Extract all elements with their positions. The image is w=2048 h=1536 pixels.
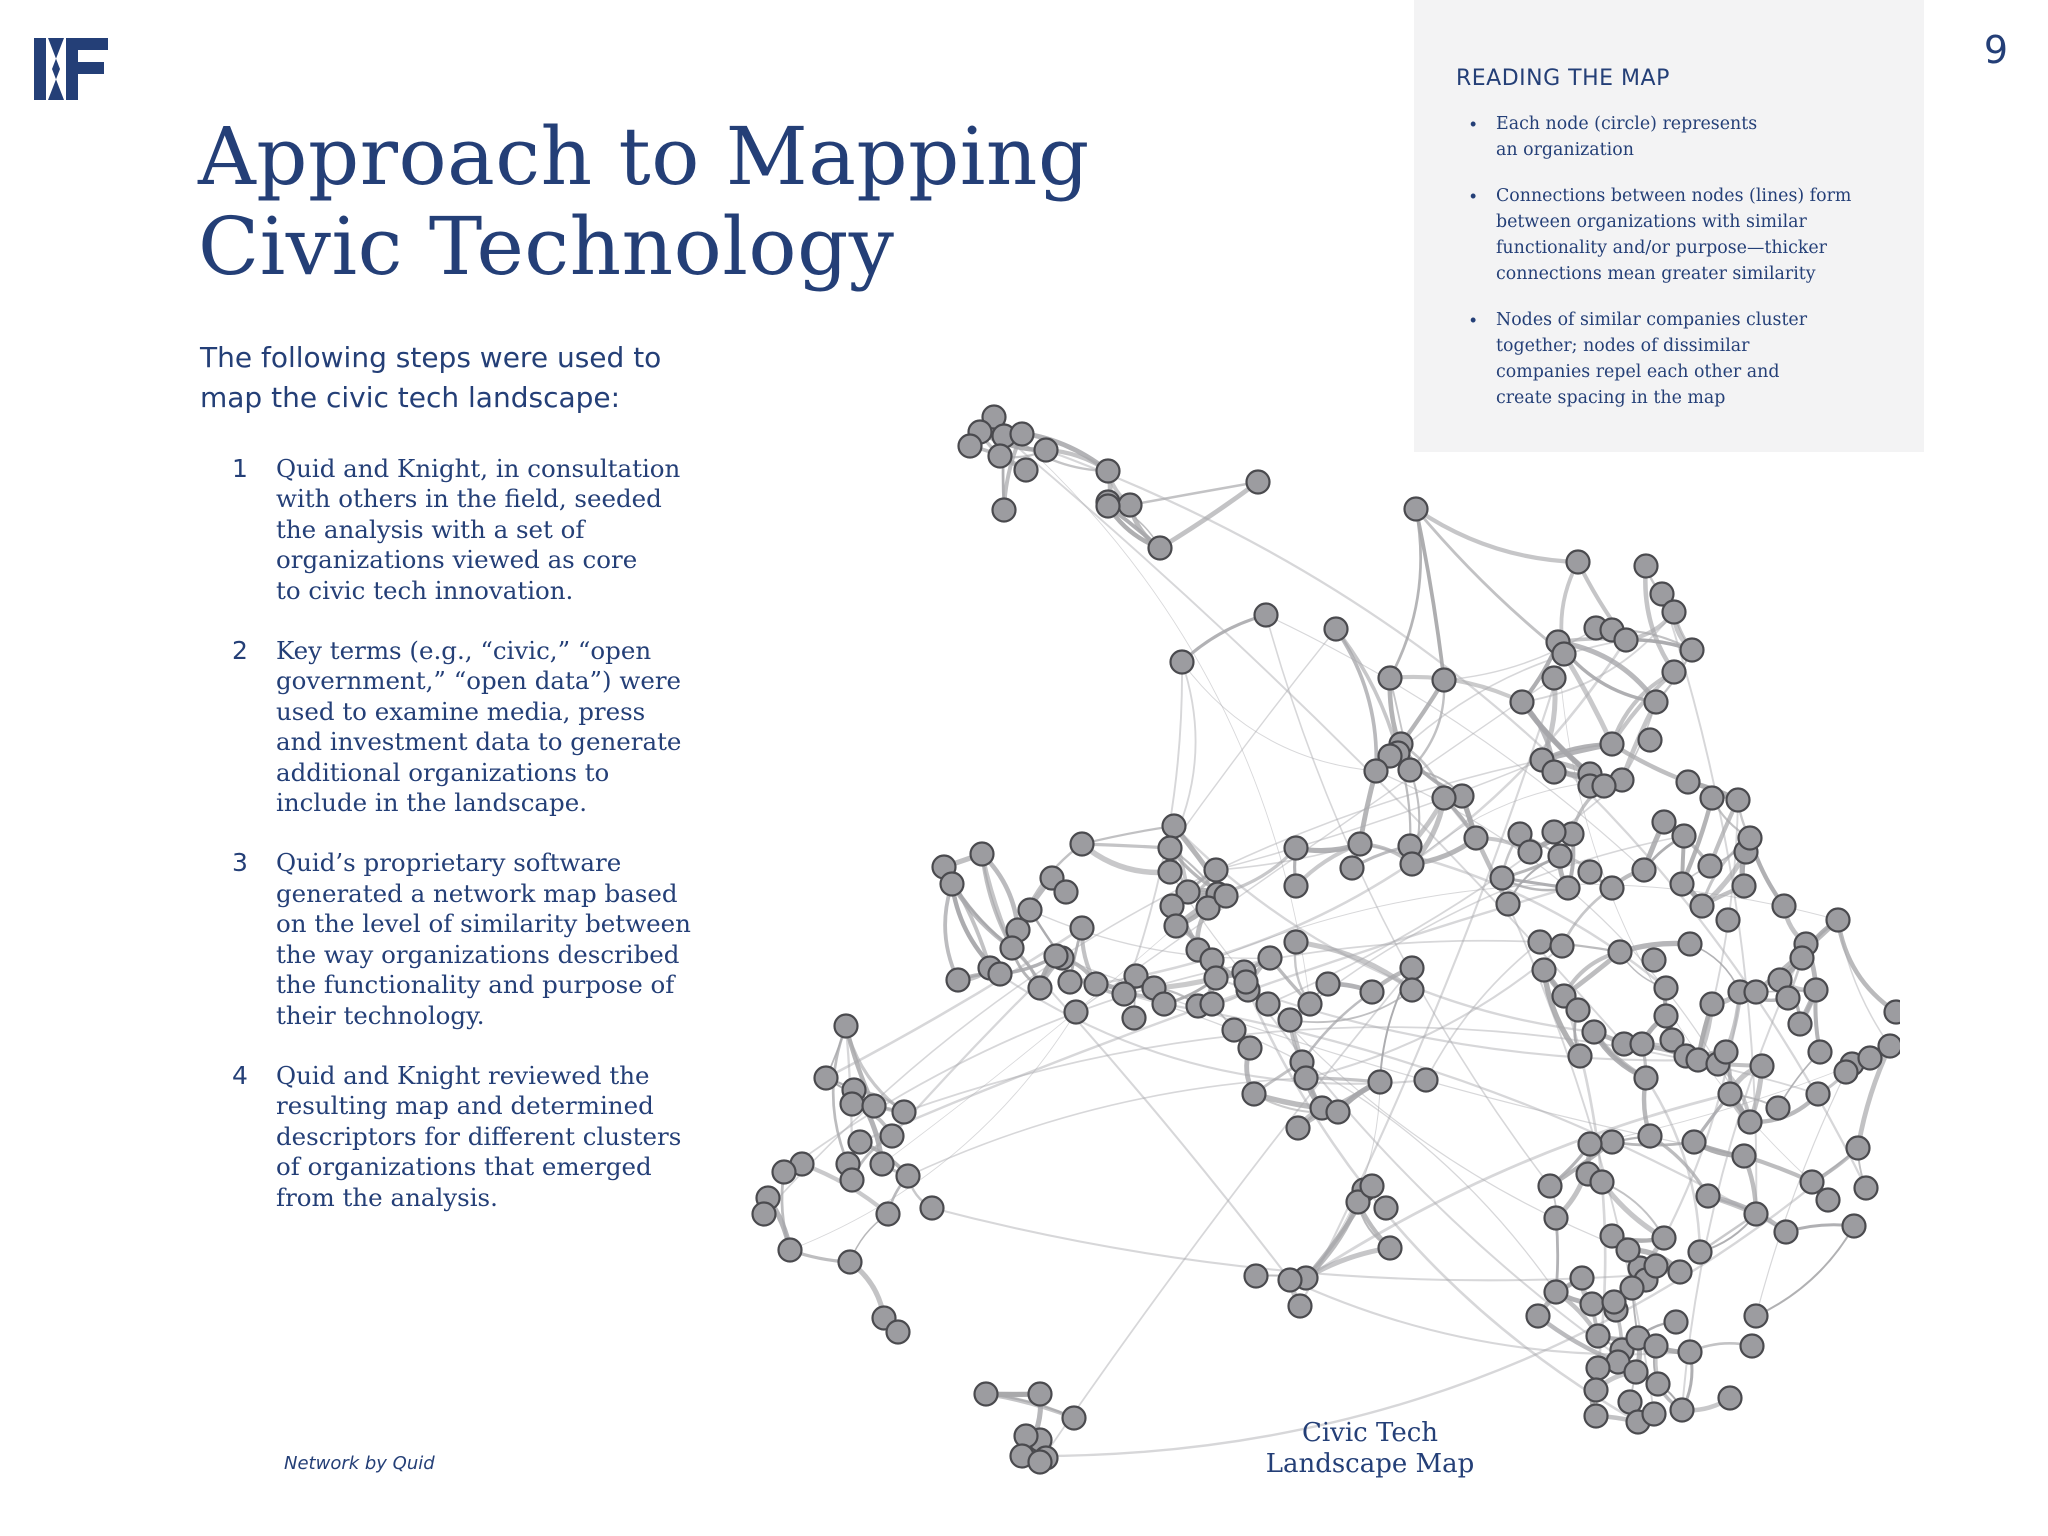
step-number: 3 [232, 848, 248, 878]
network-node [863, 1095, 886, 1118]
network-node [1585, 1379, 1608, 1402]
network-node [1433, 787, 1456, 810]
step-line: generated a network map based [276, 878, 678, 908]
network-node [1855, 1177, 1878, 1200]
legend-item [1456, 111, 1890, 163]
legend-line: • Connections between nodes (lines) form [1496, 186, 1852, 206]
network-edge [1182, 662, 1376, 771]
step-line: Quid and Knight reviewed the [276, 1060, 650, 1090]
network-node [1361, 1175, 1384, 1198]
network-node [1717, 909, 1740, 932]
network-node [1615, 629, 1638, 652]
network-node [1011, 423, 1034, 446]
network-node [1653, 811, 1676, 834]
network-node [1165, 915, 1188, 938]
network-node [1673, 825, 1696, 848]
network-node [1029, 977, 1052, 1000]
network-node [1633, 859, 1656, 882]
title-line: Approach to Mapping [198, 110, 1090, 203]
network-node [1119, 494, 1142, 517]
network-node [1539, 1175, 1562, 1198]
network-node [1587, 1325, 1610, 1348]
network-node [1401, 979, 1424, 1002]
network-node [1567, 551, 1590, 574]
legend-text [1496, 307, 1890, 411]
network-node [1519, 841, 1542, 864]
network-node [1491, 867, 1514, 890]
intro-text [200, 338, 760, 418]
step-item [226, 1061, 746, 1213]
network-node [1123, 1007, 1146, 1030]
network-edges [764, 417, 1896, 1462]
network-node [1327, 1101, 1350, 1124]
network-node [1239, 1037, 1262, 1060]
network-node [1635, 555, 1658, 578]
network-node [1295, 1067, 1318, 1090]
network-node [1289, 1295, 1312, 1318]
page-title [198, 112, 1098, 292]
network-node [1059, 971, 1082, 994]
network-node [1401, 957, 1424, 980]
network-node [1773, 895, 1796, 918]
network-node [1399, 759, 1422, 782]
network-node [1529, 931, 1552, 954]
network-node [1029, 1451, 1052, 1474]
legend-line: between organizations with similar [1496, 212, 1807, 232]
network-node [1843, 1215, 1866, 1238]
network-node [1557, 877, 1580, 900]
step-line: additional organizations to [276, 757, 610, 787]
step-line: and investment data to generate [276, 727, 682, 757]
network-node [975, 1383, 998, 1406]
network-node [1341, 857, 1364, 880]
network-node [1645, 1255, 1668, 1278]
legend-line: together; nodes of dissimilar [1496, 336, 1750, 356]
network-node [1587, 1357, 1610, 1380]
step-text [276, 848, 746, 1030]
page-number: 9 [1983, 28, 2008, 72]
network-node [1579, 861, 1602, 884]
network-node [1153, 993, 1176, 1016]
network-node [1285, 837, 1308, 860]
network-node [1665, 1311, 1688, 1334]
network-node [1739, 1111, 1762, 1134]
network-node [921, 1197, 944, 1220]
network-node [1255, 604, 1278, 627]
network-node [1161, 895, 1184, 918]
step-line: Quid and Knight, in consultation [276, 454, 681, 483]
network-node [839, 1251, 862, 1274]
network-node [1201, 993, 1224, 1016]
step-line: on the level of similarity between [276, 909, 691, 939]
legend-line: an organization [1496, 140, 1634, 160]
network-node [1205, 967, 1228, 990]
network-node [1827, 909, 1850, 932]
step-text [276, 1061, 746, 1213]
network-node [1279, 1269, 1302, 1292]
network-node [1625, 1361, 1648, 1384]
reading-the-map-panel [1414, 0, 1924, 452]
step-number: 2 [232, 636, 248, 666]
network-node [1543, 667, 1566, 690]
network-node [897, 1165, 920, 1188]
step-line: the functionality and purpose of [276, 970, 675, 1000]
network-node [1653, 1227, 1676, 1250]
network-node [1719, 1387, 1742, 1410]
network-node [877, 1203, 900, 1226]
network-node [1699, 855, 1722, 878]
legend-line: create spacing in the map [1496, 388, 1726, 408]
step-text [276, 636, 746, 818]
network-node [1045, 945, 1068, 968]
network-node [1553, 643, 1576, 666]
network-node [1689, 1241, 1712, 1264]
network-node [835, 1015, 858, 1038]
legend-item [1456, 307, 1890, 411]
network-node [1683, 1131, 1706, 1154]
network-node [1245, 1265, 1268, 1288]
network-node [1433, 669, 1456, 692]
network-node [1655, 1005, 1678, 1028]
step-line: resulting map and determined [276, 1091, 654, 1121]
network-node [1375, 1197, 1398, 1220]
network-node [1247, 471, 1270, 494]
network-node [1751, 1055, 1774, 1078]
network-node [989, 963, 1012, 986]
network-edge [1838, 920, 1896, 1012]
network-node [1807, 1083, 1830, 1106]
network-node [1745, 1305, 1768, 1328]
legend-title: READING THE MAP [1456, 66, 1670, 91]
network-node [1243, 1083, 1266, 1106]
network-node [1745, 1203, 1768, 1226]
network-node [1551, 935, 1574, 958]
network-node [1645, 1335, 1668, 1358]
network-node [1205, 859, 1228, 882]
network-node [1285, 931, 1308, 954]
network-node [1571, 1267, 1594, 1290]
network-node [773, 1161, 796, 1184]
network-node [1465, 827, 1488, 850]
network-node [941, 873, 964, 896]
network-node [871, 1153, 894, 1176]
network-node [1679, 1341, 1702, 1364]
intro-line: map the civic tech landscape: [200, 381, 621, 414]
step-line: with others in the field, seeded [276, 484, 662, 514]
network-node [1511, 691, 1534, 714]
network-node [779, 1239, 802, 1262]
network-node [1171, 651, 1194, 674]
step-line: Quid’s proprietary software [276, 848, 622, 878]
step-line: their technology. [276, 1000, 485, 1030]
network-node [1681, 639, 1704, 662]
network-node [1585, 1405, 1608, 1428]
step-line: descriptors for different clusters [276, 1121, 682, 1151]
step-line: of organizations that emerged [276, 1152, 652, 1182]
network-node [1591, 1171, 1614, 1194]
network-node [1655, 977, 1678, 1000]
network-node [1163, 815, 1186, 838]
network-node [1257, 993, 1280, 1016]
network-node [1055, 881, 1078, 904]
network-node [1691, 895, 1714, 918]
network-node [1601, 877, 1624, 900]
network-node [1671, 1399, 1694, 1422]
network-node [1603, 1291, 1626, 1314]
step-number: 1 [232, 454, 248, 483]
network-node [1847, 1137, 1870, 1160]
legend-line: • Nodes of similar companies cluster [1496, 310, 1808, 330]
map-caption-line: Landscape Map [1265, 1449, 1475, 1479]
network-node [1235, 971, 1258, 994]
network-node [893, 1101, 916, 1124]
network-node [1567, 999, 1590, 1022]
network-node [881, 1125, 904, 1148]
step-line: government,” “open data”) were [276, 666, 682, 696]
network-node [1279, 1009, 1302, 1032]
network-node [1035, 439, 1058, 462]
network-node [1739, 827, 1762, 850]
network-node [1617, 1239, 1640, 1262]
step-item [226, 848, 746, 1030]
network-credit: Network by Quid [284, 1453, 435, 1474]
network-node [1113, 983, 1136, 1006]
network-edge [994, 417, 1310, 1004]
network-node [1065, 1001, 1088, 1024]
network-node [1885, 1001, 1901, 1024]
network-node [1405, 498, 1428, 521]
network-node [1701, 787, 1724, 810]
network-node [1159, 861, 1182, 884]
network-node [1015, 459, 1038, 482]
network-node [1593, 775, 1616, 798]
network-node [1325, 618, 1348, 641]
network-node [1733, 875, 1756, 898]
network-node [1097, 460, 1120, 483]
network-node [1801, 1171, 1824, 1194]
network-node [1365, 760, 1388, 783]
map-caption [1225, 1418, 1515, 1480]
network-node [1745, 981, 1768, 1004]
network-node [959, 435, 982, 458]
network-edge [1564, 654, 1612, 744]
network-node [1715, 1041, 1738, 1064]
network-node [1727, 789, 1750, 812]
step-line: the analysis with a set of [276, 514, 585, 544]
network-node [1379, 1237, 1402, 1260]
network-node [1663, 601, 1686, 624]
network-node [1583, 1021, 1606, 1044]
step-text [276, 454, 746, 606]
network-nodes [753, 406, 1901, 1474]
network-node [753, 1203, 776, 1226]
title-line: Civic Technology [198, 200, 895, 293]
legend-line: connections mean greater similarity [1496, 264, 1816, 284]
network-node [1259, 947, 1282, 970]
network-node [1379, 667, 1402, 690]
network-node [993, 499, 1016, 522]
network-node [887, 1321, 910, 1344]
network-node [1543, 761, 1566, 784]
network-node [815, 1067, 838, 1090]
network-node [1071, 833, 1094, 856]
network-node [1609, 941, 1632, 964]
network-node [947, 969, 970, 992]
network-node [989, 445, 1012, 468]
network-node [1645, 691, 1668, 714]
network-node [1579, 1133, 1602, 1156]
network-node [1677, 771, 1700, 794]
legend-line: • Each node (circle) represents [1496, 114, 1758, 134]
legend-item [1456, 183, 1890, 287]
network-node [1687, 1049, 1710, 1072]
network-node [1415, 1069, 1438, 1092]
network-node [1741, 1335, 1764, 1358]
network-node [1223, 1019, 1246, 1042]
network-edge [1124, 994, 1556, 1292]
step-line: organizations viewed as core [276, 545, 638, 575]
civic-tech-network-map [740, 398, 1900, 1478]
network-node [1697, 1185, 1720, 1208]
step-line: include in the landscape. [276, 788, 588, 818]
network-node [1029, 1383, 1052, 1406]
step-number: 4 [232, 1060, 248, 1090]
network-node [1149, 537, 1172, 560]
network-node [1805, 979, 1828, 1002]
network-node [1643, 949, 1666, 972]
network-node [1545, 1207, 1568, 1230]
network-node [1361, 981, 1384, 1004]
network-node [1679, 933, 1702, 956]
network-node [1569, 1045, 1592, 1068]
network-node [849, 1131, 872, 1154]
step-item [226, 636, 746, 818]
network-node [1159, 837, 1182, 860]
network-node [841, 1169, 864, 1192]
network-node [1085, 973, 1108, 996]
network-node [1527, 1305, 1550, 1328]
network-node [1543, 821, 1566, 844]
network-node [1719, 1083, 1742, 1106]
network-node [1015, 1425, 1038, 1448]
network-node [1789, 1013, 1812, 1036]
network-node [1671, 873, 1694, 896]
network-edge [1756, 1226, 1854, 1316]
legend-text [1496, 183, 1890, 287]
intro-line: The following steps were used to [200, 341, 662, 374]
network-node [971, 843, 994, 866]
network-node [1285, 875, 1308, 898]
steps-list [226, 454, 746, 1243]
network-node [1733, 1145, 1756, 1168]
network-node [1581, 1293, 1604, 1316]
network-edge [1336, 629, 1376, 771]
network-node [1669, 1261, 1692, 1284]
network-node [1663, 661, 1686, 684]
network-node [1859, 1047, 1882, 1070]
network-edge [1390, 509, 1421, 678]
step-line: used to examine media, press [276, 696, 646, 726]
step-line: the way organizations described [276, 939, 680, 969]
network-node [1635, 1067, 1658, 1090]
network-node [1835, 1061, 1858, 1084]
network-node [1097, 495, 1120, 518]
network-node [1001, 937, 1024, 960]
network-node [1767, 1097, 1790, 1120]
network-node [1817, 1189, 1840, 1212]
map-caption-line: Civic Tech [1301, 1418, 1439, 1448]
step-line: to civic tech innovation. [276, 575, 574, 605]
network-node [1701, 993, 1724, 1016]
network-node [1533, 959, 1556, 982]
network-node [1215, 885, 1238, 908]
network-node [1369, 1071, 1392, 1094]
network-edge [1082, 844, 1170, 848]
legend-list [1456, 111, 1890, 411]
network-node [1063, 1407, 1086, 1430]
step-item [226, 454, 746, 606]
network-node [1601, 1131, 1624, 1154]
network-node [1071, 917, 1094, 940]
legend-line: functionality and/or purpose—thicker [1496, 238, 1827, 258]
network-node [1809, 1041, 1832, 1064]
kf-logo-icon [34, 38, 108, 100]
step-line: Key terms (e.g., “civic,” “open [276, 636, 652, 666]
network-node [1349, 833, 1372, 856]
network-node [1401, 853, 1424, 876]
step-line: from the analysis. [276, 1182, 498, 1212]
network-node [1791, 947, 1814, 970]
network-node [1549, 845, 1572, 868]
network-node [1777, 987, 1800, 1010]
network-node [1317, 973, 1340, 996]
network-node [1545, 1281, 1568, 1304]
network-node [1639, 1125, 1662, 1148]
network-node [1639, 729, 1662, 752]
network-node [1631, 1033, 1654, 1056]
network-node [1601, 733, 1624, 756]
network-node [841, 1093, 864, 1116]
legend-text [1496, 111, 1890, 163]
network-node [1287, 1117, 1310, 1140]
network-node [1643, 1403, 1666, 1426]
legend-line: companies repel each other and [1496, 362, 1780, 382]
network-node [1497, 893, 1520, 916]
network-node [1775, 1221, 1798, 1244]
network-node [1299, 993, 1322, 1016]
network-node [1647, 1373, 1670, 1396]
